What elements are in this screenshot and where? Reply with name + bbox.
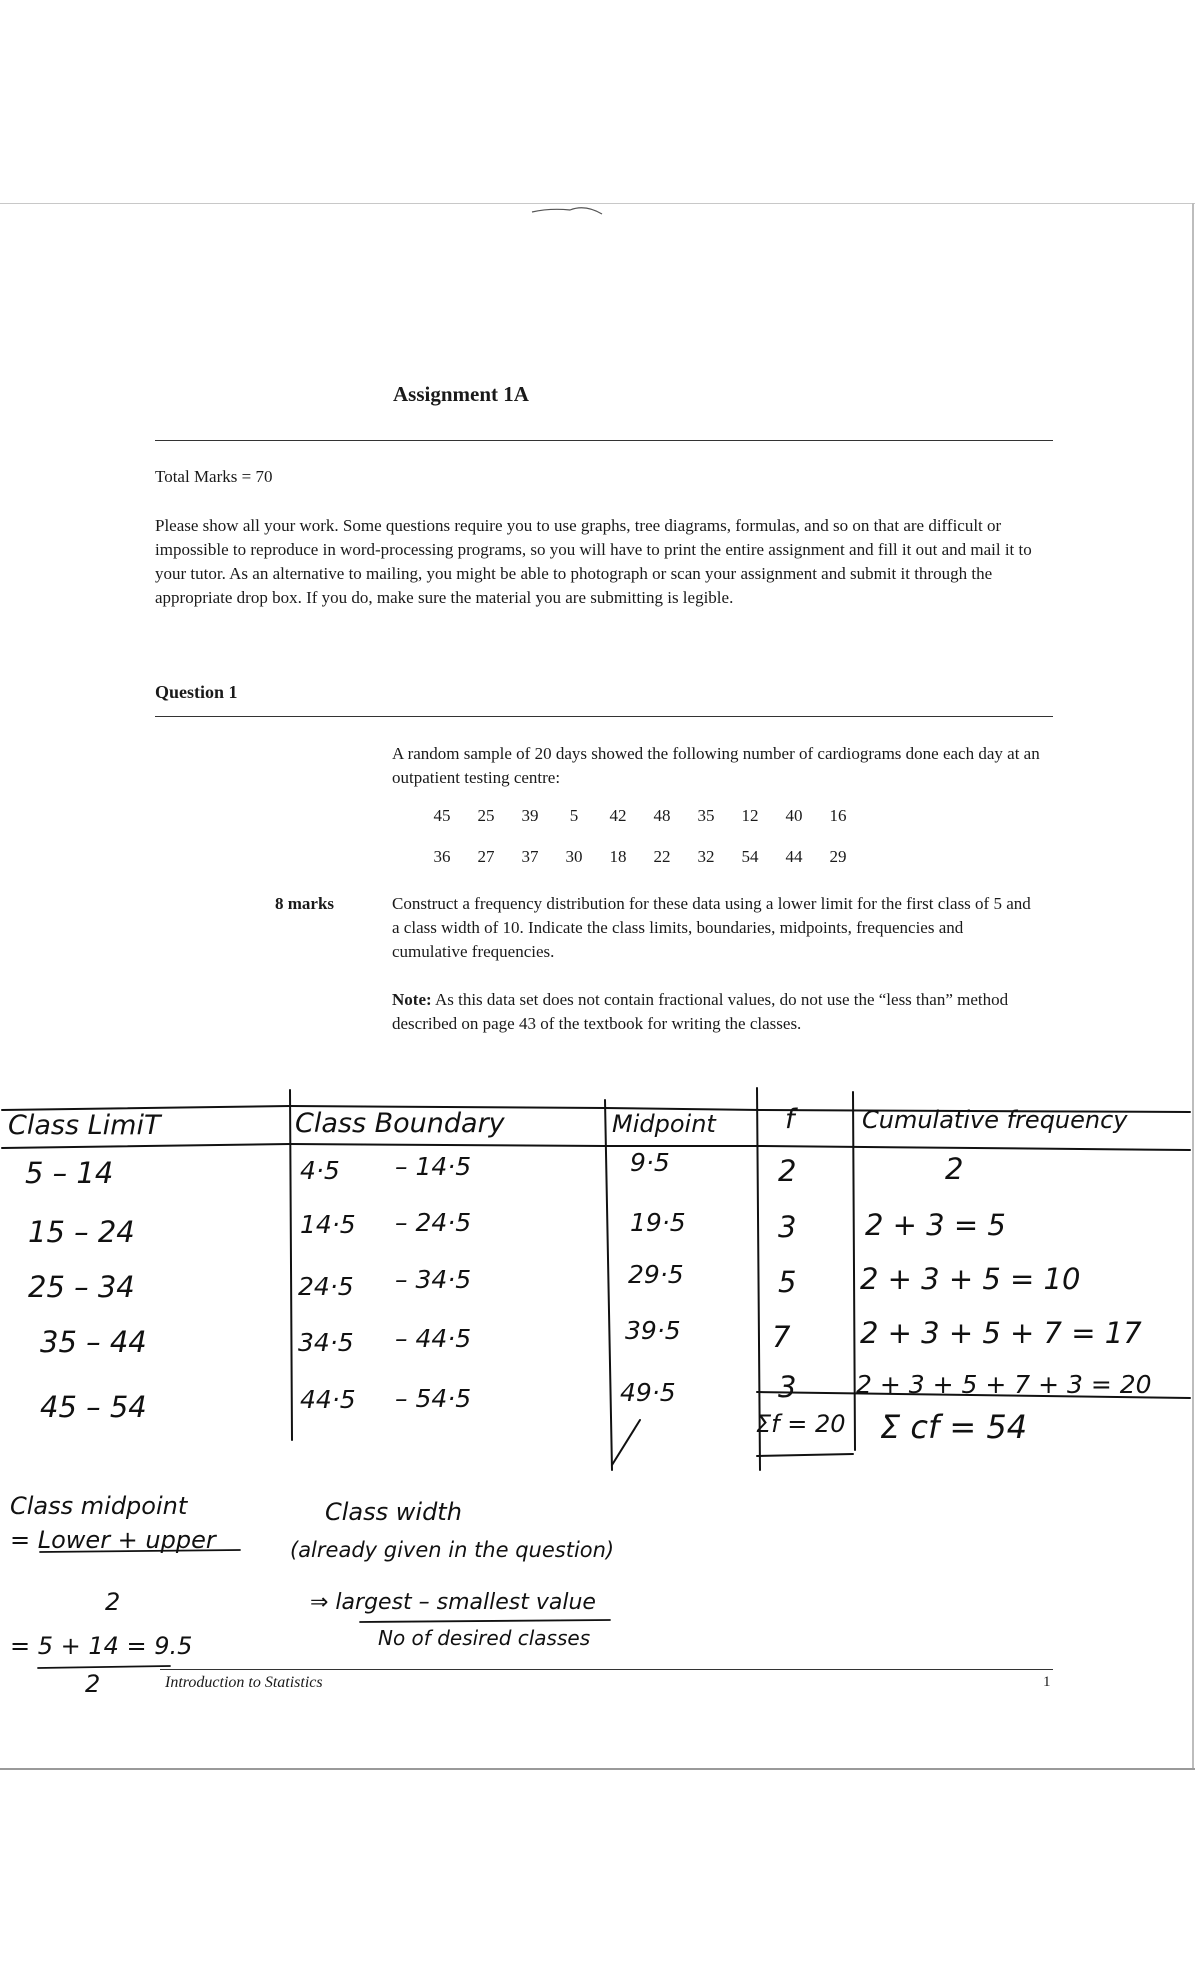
question-rule [155, 716, 1053, 717]
boundary-low-cell: 44·5 [300, 1385, 356, 1414]
note-label: Note: [392, 990, 432, 1009]
class-limit-cell: 45 – 54 [40, 1390, 147, 1424]
header-frequency: f [785, 1104, 795, 1135]
midpoint-cell: 39·5 [625, 1316, 681, 1345]
class-limit-cell: 5 – 14 [25, 1156, 114, 1190]
data-row-2 [420, 847, 860, 867]
cumulative-cell: 2 + 3 + 5 + 7 = 17 [860, 1316, 1142, 1350]
midpoint-formula: = Lower + upper [10, 1526, 216, 1554]
header-midpoint: Midpoint [612, 1110, 716, 1138]
boundary-low-cell: 14·5 [300, 1210, 356, 1239]
class-limit-cell: 25 – 34 [28, 1270, 135, 1304]
data-value: 12 [741, 806, 759, 825]
boundary-high-cell: – 44·5 [395, 1324, 472, 1353]
header-cumulative-frequency: Cumulative frequency [862, 1106, 1128, 1134]
question-heading: Question 1 [155, 682, 238, 702]
footer-title: Introduction to Statistics [165, 1674, 323, 1691]
data-value: 37 [521, 847, 539, 866]
assignment-title: Assignment 1A [393, 382, 529, 406]
data-value: 30 [565, 847, 583, 866]
data-value: 18 [609, 847, 627, 866]
midpoint-example-denominator: 2 [85, 1670, 101, 1698]
instructions-paragraph: Please show all your work. Some questions require you to use graphs, tree diagrams, formulas, and so on that are difficult or impossible to reproduce in word-processing programs, so you will have to print the entire assignment and fill it out and mail it to your tutor. As an alternative to mailing, you might be able to photograph or scan your assignment and submit it through the appropriate drop box. If you do, make sure the material you are submitting is legible. [155, 516, 1032, 607]
footer-rule [160, 1669, 1053, 1670]
cumulative-cell: 2 + 3 + 5 = 10 [860, 1262, 1081, 1296]
data-value: 42 [609, 806, 627, 825]
data-value: 39 [521, 806, 539, 825]
data-value: 5 [569, 806, 579, 825]
data-value: 16 [829, 806, 847, 825]
class-limit-cell: 35 – 44 [40, 1325, 147, 1359]
data-value: 29 [829, 847, 847, 866]
page-number: 1 [1043, 1674, 1051, 1690]
sum-cumulative-frequency: Σ cf = 54 [880, 1408, 1028, 1446]
header-class-boundary: Class Boundary [295, 1108, 505, 1139]
marks-label: 8 marks [275, 894, 335, 913]
frequency-cell: 2 [778, 1154, 797, 1188]
question-task: Construct a frequency distribution for these data using a lower limit for the first class of 5 and a class width of 10. Indicate the class limits, boundaries, midpoints, frequencies and cumulative frequencies. [392, 894, 1031, 961]
data-value: 27 [477, 847, 495, 866]
midpoint-note-title: Class midpoint [10, 1492, 188, 1520]
midpoint-example: = 5 + 14 = 9.5 [10, 1632, 193, 1660]
boundary-low-cell: 4·5 [300, 1156, 340, 1185]
data-value: 32 [697, 847, 715, 866]
data-value: 45 [433, 806, 451, 825]
boundary-high-cell: – 54·5 [395, 1384, 472, 1413]
question-prompt: A random sample of 20 days showed the following number of cardiograms done each day at an outpatient testing centre: [392, 744, 1040, 787]
boundary-low-cell: 34·5 [298, 1328, 354, 1357]
width-note-aside: (already given in the question) [290, 1538, 615, 1562]
midpoint-formula-denominator: 2 [105, 1588, 121, 1616]
data-value: 22 [653, 847, 671, 866]
header-class-limit: Class LimiT [8, 1110, 161, 1141]
width-note-title: Class width [325, 1498, 462, 1526]
frequency-cell: 3 [778, 1210, 797, 1244]
data-value: 25 [477, 806, 495, 825]
midpoint-cell: 19·5 [630, 1208, 686, 1237]
data-value: 48 [653, 806, 671, 825]
note-text: As this data set does not contain fractional values, do not use the “less than” method described on page 43 of the textbook for writing the classes. [392, 990, 1009, 1033]
frequency-cell: 7 [772, 1320, 791, 1354]
midpoint-cell: 9·5 [630, 1148, 670, 1177]
pen-scratch-mark [530, 200, 610, 220]
data-row-1 [420, 806, 860, 826]
cumulative-cell: 2 [945, 1152, 964, 1186]
boundary-low-cell: 24·5 [298, 1272, 354, 1301]
boundary-high-cell: – 34·5 [395, 1265, 472, 1294]
frequency-cell: 3 [778, 1370, 797, 1404]
frequency-cell: 5 [778, 1265, 797, 1299]
midpoint-cell: 49·5 [620, 1378, 676, 1407]
total-marks: Total Marks = 70 [155, 467, 273, 486]
title-rule [155, 440, 1053, 441]
data-value: 35 [697, 806, 715, 825]
question-note [392, 988, 1042, 1036]
data-value: 40 [785, 806, 803, 825]
midpoint-cell: 29·5 [628, 1260, 684, 1289]
data-value: 44 [785, 847, 803, 866]
boundary-high-cell: – 14·5 [395, 1152, 472, 1181]
width-formula-denominator: No of desired classes [378, 1626, 591, 1650]
class-limit-cell: 15 – 24 [28, 1215, 135, 1249]
cumulative-cell: 2 + 3 + 5 + 7 + 3 = 20 [856, 1370, 1152, 1399]
data-value: 54 [741, 847, 759, 866]
width-formula-numerator: ⇒ largest – smallest value [310, 1590, 596, 1615]
boundary-high-cell: – 24·5 [395, 1208, 472, 1237]
scan-edge-bottom [0, 1768, 1195, 1770]
sum-frequency: Σf = 20 [756, 1410, 846, 1438]
cumulative-cell: 2 + 3 = 5 [865, 1208, 1006, 1242]
data-value: 36 [433, 847, 451, 866]
